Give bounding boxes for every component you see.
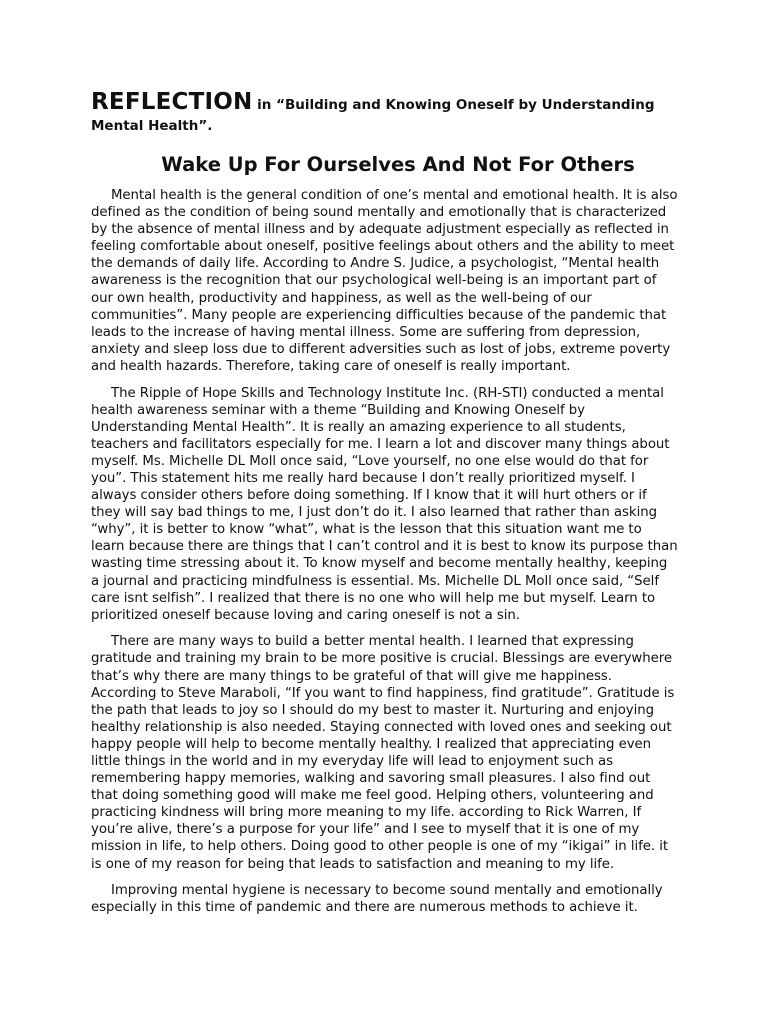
essay-title: Wake Up For Ourselves And Not For Others <box>161 153 635 176</box>
paragraph-3: There are many ways to build a better mental health. I learned that expressing gratitude and training my brain to be more positive is crucial. Blessings are everywhere that’s why there are many things to be grateful of that will give me happiness. According to Steve Maraboli, “If you want to find happiness, find gratitude”. Gratitude is the path that leads to joy so I should do my best to master it. Nurturing and enjoying healthy relationship is also needed. Staying connected with loved ones and seeking out happy people will help to become mentally healthy. I realized that appreciating even little things in the world and in my everyday life will lead to enjoyment such as remembering happy memories, walking and savoring small pleasures. I also find out that doing something good will make me feel good. Helping others, volunteering and practicing kindness will bring more meaning to my life. according to Rick Warren, If you’re alive, there’s a purpose for your life” and I see to myself that it is one of my mission in life, to help others. Doing good to other people is one of my “ikigai” in life. it is one of my reason for being that leads to satisfaction and meaning to my life. <box>91 634 675 872</box>
document-page <box>91 89 679 926</box>
paragraph-2: The Ripple of Hope Skills and Technology Institute Inc. (RH-STI) conducted a mental health awareness seminar with a theme “Building and Knowing Oneself by Understanding Mental Health”. It is really an amazing experience to all students, teachers and facilitators especially for me. I learn a lot and discover many things about myself. Ms. Michelle DL Moll once said, “Love yourself, no one else would do that for you”. This statement hits me really hard because I don’t really prioritized myself. I always consider others before doing something. If I know that it will hurt others or if they will say bad things to me, I just don’t do it. I also learned that rather than asking “why”, it is better to know “what”, what is the lesson that this situation want me to learn because there are things that I can’t control and it is best to know its purpose than wasting time stressing about it. To know myself and become mentally healthy, keeping a journal and practicing mindfulness is essential. Ms. Michelle DL Moll once said, “Self care isnt selfish”. I realized that there is no one who will help me but myself. Learn to prioritized oneself because loving and caring oneself is not a sin. <box>91 385 678 623</box>
paragraph-1: Mental health is the general condition of one’s mental and emotional health. It is also defined as the condition of being sound mentally and emotionally that is characterized by the absence of mental illness and by adequate adjustment especially as reflected in feeling comfortable about oneself, positive feelings about others and the ability to meet the demands of daily life. According to Andre S. Judice, a psychologist, “Mental health awareness is the recognition that our psychological well-being is an important part of our own health, productivity and happiness, as well as the well-being of our communities”. Many people are experiencing difficulties because of the pandemic that leads to the increase of having mental illness. Some are suffering from depression, anxiety and sleep loss due to different adversities such as lost of jobs, extreme poverty and health hazards. Therefore, taking care of oneself is really important. <box>91 188 678 374</box>
document-heading <box>91 89 679 136</box>
paragraph-4: Improving mental hygiene is necessary to become sound mentally and emotionally especially in this time of pandemic and there are numerous methods to achieve it. <box>91 883 663 916</box>
heading-subtitle: in “Building and Knowing Oneself by Understanding Mental Health”. <box>91 97 655 134</box>
heading-word: REFLECTION <box>91 89 253 115</box>
